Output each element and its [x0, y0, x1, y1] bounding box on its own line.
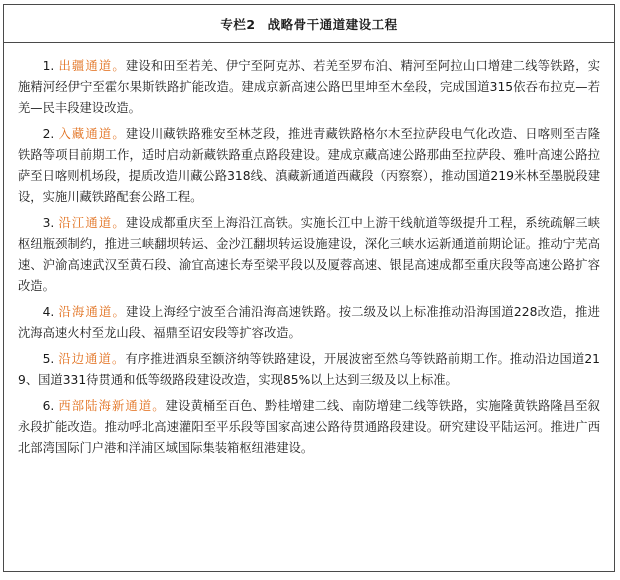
- item-text: 建设上海经宁波至合浦沿海高速铁路。按二级及以上标准推动沿海国道228改造，推进沈海高速火村至龙山段、福鼎至诏安段等扩容改造。: [18, 305, 600, 340]
- list-item: [18, 56, 600, 119]
- item-number: 6.: [42, 399, 55, 413]
- item-number: 3.: [42, 216, 55, 230]
- item-category: 出疆通道。: [58, 59, 126, 73]
- item-number: 5.: [42, 352, 55, 366]
- item-number: 2.: [42, 127, 55, 141]
- item-text: 有序推进酒泉至额济纳等铁路建设，开展波密至然乌等铁路前期工作。推动沿边国道219、国道331待贯通和低等级路段建设改造，实现85%以上达到三级及以上标准。: [18, 352, 600, 387]
- item-text: 建设黄桶至百色、黔桂增建二线、南防增建二线等铁路，实施隆黄铁路隆昌至叙永段扩能改造。推动呼北高速灌阳至平乐段等国家高速公路待贯通路段建设。研究建设平陆运河。推进广西北部湾国际门户港和洋浦区域国际集装箱枢纽港建设。: [18, 399, 600, 455]
- box-content: [4, 43, 614, 459]
- item-text: 建设川藏铁路雅安至林芝段，推进青藏铁路格尔木至拉萨段电气化改造、日喀则至吉隆铁路等项目前期工作，适时启动新藏铁路重点路段建设。建成京藏高速公路那曲至拉萨段、雅叶高速公路拉萨至日喀则机场段，提质改造川藏公路318线、滇藏新通道西藏段（丙察察），推动国道219米林至墨脱段建设，实施川藏铁路配套公路工程。: [18, 127, 600, 204]
- item-text: 建设和田至若羌、伊宁至阿克苏、若羌至罗布泊、精河至阿拉山口增建二线等铁路，实施精河经伊宁至霍尔果斯铁路扩能改造。建成京新高速公路巴里坤至木垒段，完成国道315依吞布拉克—若羌—民丰段建设改造。: [18, 59, 600, 115]
- list-item: [18, 396, 600, 459]
- item-category: 沿边通道。: [58, 352, 126, 366]
- box-title-bar: [4, 5, 614, 43]
- item-category: 西部陆海新通道。: [58, 399, 166, 413]
- list-item: [18, 302, 600, 344]
- box-title: 战略骨干通道建设工程: [267, 16, 398, 32]
- item-number: 1.: [42, 59, 55, 73]
- box-title-prefix: 专栏2: [220, 16, 256, 32]
- item-number: 4.: [42, 305, 55, 319]
- list-item: [18, 349, 600, 391]
- item-category: 沿海通道。: [58, 305, 127, 319]
- list-item: [18, 124, 600, 208]
- item-category: 入藏通道。: [58, 127, 126, 141]
- list-item: [18, 213, 600, 297]
- item-category: 沿江通道。: [58, 216, 126, 230]
- column-box: [3, 4, 615, 572]
- item-text: 建设成都重庆至上海沿江高铁。实施长江中上游干线航道等级提升工程，系统疏解三峡枢纽瓶颈制约，推进三峡翻坝转运、金沙江翻坝转运设施建设，深化三峡水运新通道前期论证。推动宁芜高速、沪渝高速武汉至黄石段、渝宜高速长寿至梁平段以及厦蓉高速、银昆高速成都至重庆段等高速公路扩容改造。: [18, 216, 600, 293]
